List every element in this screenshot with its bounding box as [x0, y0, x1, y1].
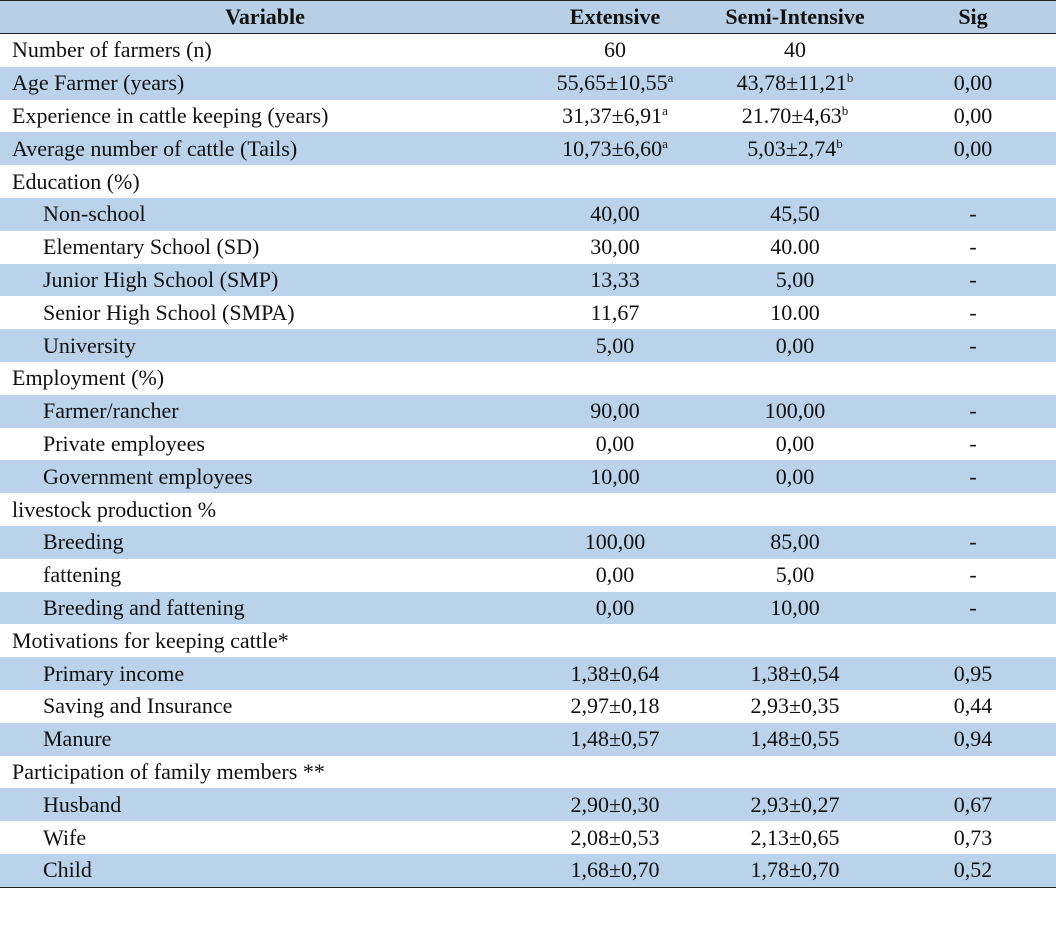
table-row: [0, 165, 1056, 198]
table-row: [0, 690, 1056, 723]
extensive-cell: [530, 592, 700, 625]
value-text: 0,00: [595, 430, 635, 456]
semi-intensive-cell: [700, 559, 890, 592]
table-header-row: [0, 1, 1056, 34]
value-text: 2,97±0,18: [570, 693, 660, 719]
variable-cell: livestock production %: [0, 493, 530, 526]
semi-intensive-cell: [700, 493, 890, 526]
value-text: 0,00: [595, 562, 635, 588]
extensive-cell: [530, 624, 700, 657]
variable-cell: Employment (%): [0, 362, 530, 395]
sig-cell: 0,00: [890, 67, 1056, 100]
significance-superscript: a: [662, 102, 668, 118]
table-row: [0, 788, 1056, 821]
value-text: 40.00: [770, 234, 820, 260]
extensive-cell: [530, 690, 700, 723]
sig-cell: 0,94: [890, 723, 1056, 756]
variable-cell: Wife: [0, 821, 530, 854]
value-text: 1,48±0,55: [750, 726, 840, 752]
table-row: [0, 362, 1056, 395]
table-row: [0, 329, 1056, 362]
variable-cell: Participation of family members **: [0, 756, 530, 789]
extensive-cell: [530, 788, 700, 821]
variable-cell: University: [0, 329, 530, 362]
value-text: 11,67: [590, 299, 640, 325]
semi-intensive-cell: [700, 690, 890, 723]
sig-cell: [890, 34, 1056, 67]
variable-cell: Child: [0, 854, 530, 887]
value-text: 1,78±0,70: [750, 857, 840, 883]
extensive-cell: [530, 296, 700, 329]
table-row: [0, 723, 1056, 756]
semi-intensive-cell: [700, 657, 890, 690]
header-variable: Variable: [0, 1, 530, 34]
extensive-cell: [530, 329, 700, 362]
variable-cell: Motivations for keeping cattle*: [0, 624, 530, 657]
semi-intensive-cell: [700, 34, 890, 67]
value-text: 90,00: [590, 398, 640, 424]
table-row: [0, 460, 1056, 493]
semi-intensive-cell: [700, 100, 890, 133]
variable-cell: Average number of cattle (Tails): [0, 132, 530, 165]
sig-cell: -: [890, 395, 1056, 428]
value-text: 5,03±2,74: [747, 135, 837, 161]
variable-cell: Age Farmer (years): [0, 67, 530, 100]
header-semi-intensive: Semi-Intensive: [700, 1, 890, 34]
semi-intensive-cell: [700, 723, 890, 756]
value-text: 10.00: [770, 299, 820, 325]
semi-intensive-cell: [700, 198, 890, 231]
value-text: 5,00: [775, 562, 815, 588]
extensive-cell: [530, 34, 700, 67]
value-text: 2,08±0,53: [570, 824, 660, 850]
extensive-cell: [530, 132, 700, 165]
sig-cell: -: [890, 198, 1056, 231]
table-row: [0, 592, 1056, 625]
sig-cell: 0,00: [890, 100, 1056, 133]
table-row: [0, 526, 1056, 559]
extensive-cell: [530, 67, 700, 100]
semi-intensive-cell: [700, 329, 890, 362]
value-text: 55,65±10,55: [556, 70, 668, 96]
extensive-cell: [530, 198, 700, 231]
significance-superscript: b: [846, 70, 854, 86]
semi-intensive-cell: [700, 67, 890, 100]
sig-cell: -: [890, 231, 1056, 264]
value-text: 1,68±0,70: [570, 857, 660, 883]
extensive-cell: [530, 231, 700, 264]
sig-cell: 0,67: [890, 788, 1056, 821]
value-text: 1,48±0,57: [570, 726, 660, 752]
variable-cell: Primary income: [0, 657, 530, 690]
variable-cell: Manure: [0, 723, 530, 756]
value-text: 21.70±4,63: [741, 102, 842, 128]
extensive-cell: [530, 723, 700, 756]
semi-intensive-cell: [700, 132, 890, 165]
value-text: 2,93±0,35: [750, 693, 840, 719]
variable-cell: Farmer/rancher: [0, 395, 530, 428]
variable-cell: Elementary School (SD): [0, 231, 530, 264]
semi-intensive-cell: [700, 460, 890, 493]
semi-intensive-cell: [700, 821, 890, 854]
value-text: 40: [784, 37, 806, 63]
table-row: [0, 296, 1056, 329]
sig-cell: -: [890, 559, 1056, 592]
semi-intensive-cell: [700, 264, 890, 297]
table-row: [0, 559, 1056, 592]
semi-intensive-cell: [700, 165, 890, 198]
extensive-cell: [530, 821, 700, 854]
value-text: 2,93±0,27: [750, 791, 840, 817]
extensive-cell: [530, 559, 700, 592]
semi-intensive-cell: [700, 526, 890, 559]
sig-cell: -: [890, 460, 1056, 493]
table-row: [0, 395, 1056, 428]
sig-cell: 0,00: [890, 132, 1056, 165]
table-row: [0, 231, 1056, 264]
sig-cell: 0,52: [890, 854, 1056, 887]
significance-superscript: a: [667, 70, 674, 86]
value-text: 40,00: [590, 201, 640, 227]
value-text: 2,13±0,65: [750, 824, 840, 850]
sig-cell: 0,95: [890, 657, 1056, 690]
variable-cell: Senior High School (SMPA): [0, 296, 530, 329]
value-text: 31,37±6,91: [562, 102, 663, 128]
sig-cell: [890, 362, 1056, 395]
table-row: [0, 854, 1056, 887]
value-text: 10,00: [770, 594, 820, 620]
value-text: 10,73±6,60: [562, 135, 663, 161]
semi-intensive-cell: [700, 395, 890, 428]
value-text: 85,00: [770, 529, 820, 555]
variable-cell: fattening: [0, 559, 530, 592]
header-extensive: Extensive: [530, 1, 700, 34]
extensive-cell: [530, 756, 700, 789]
value-text: 0,00: [775, 430, 815, 456]
sig-cell: -: [890, 264, 1056, 297]
value-text: 1,38±0,64: [570, 660, 660, 686]
extensive-cell: [530, 264, 700, 297]
extensive-cell: [530, 428, 700, 461]
value-text: 13,33: [590, 266, 640, 292]
value-text: 0,00: [775, 332, 815, 358]
value-text: 100,00: [584, 529, 646, 555]
header-sig: Sig: [890, 1, 1056, 34]
table-row: [0, 264, 1056, 297]
semi-intensive-cell: [700, 624, 890, 657]
extensive-cell: [530, 526, 700, 559]
variable-cell: Saving and Insurance: [0, 690, 530, 723]
value-text: 2,90±0,30: [570, 791, 660, 817]
variable-cell: Education (%): [0, 165, 530, 198]
value-text: 10,00: [590, 463, 640, 489]
extensive-cell: [530, 493, 700, 526]
variable-cell: Breeding: [0, 526, 530, 559]
extensive-cell: [530, 100, 700, 133]
sig-cell: 0,44: [890, 690, 1056, 723]
value-text: 100,00: [764, 398, 826, 424]
value-text: 0,00: [595, 594, 635, 620]
sig-cell: [890, 165, 1056, 198]
sig-cell: [890, 756, 1056, 789]
value-text: 43,78±11,21: [736, 70, 847, 96]
table-row: [0, 493, 1056, 526]
extensive-cell: [530, 460, 700, 493]
semi-intensive-cell: [700, 592, 890, 625]
sig-cell: [890, 493, 1056, 526]
extensive-cell: [530, 657, 700, 690]
table-row: [0, 821, 1056, 854]
value-text: 30,00: [590, 234, 640, 260]
value-text: 60: [604, 37, 626, 63]
sig-cell: [890, 624, 1056, 657]
semi-intensive-cell: [700, 428, 890, 461]
extensive-cell: [530, 854, 700, 887]
table-row: [0, 624, 1056, 657]
semi-intensive-cell: [700, 362, 890, 395]
sig-cell: -: [890, 526, 1056, 559]
variable-cell: Husband: [0, 788, 530, 821]
semi-intensive-cell: [700, 231, 890, 264]
semi-intensive-cell: [700, 756, 890, 789]
variable-cell: Non-school: [0, 198, 530, 231]
table-body: [0, 34, 1056, 888]
semi-intensive-cell: [700, 296, 890, 329]
significance-superscript: b: [841, 102, 849, 118]
table-row: [0, 34, 1056, 67]
table-row: [0, 428, 1056, 461]
table-row: [0, 132, 1056, 165]
sig-cell: -: [890, 592, 1056, 625]
sig-cell: -: [890, 428, 1056, 461]
semi-intensive-cell: [700, 854, 890, 887]
sig-cell: 0,73: [890, 821, 1056, 854]
value-text: 1,38±0,54: [750, 660, 840, 686]
significance-superscript: b: [836, 135, 843, 151]
table-row: [0, 100, 1056, 133]
value-text: 5,00: [595, 332, 635, 358]
semi-intensive-cell: [700, 788, 890, 821]
significance-superscript: a: [662, 135, 668, 151]
sig-cell: -: [890, 296, 1056, 329]
variable-cell: Junior High School (SMP): [0, 264, 530, 297]
variable-cell: Number of farmers (n): [0, 34, 530, 67]
table-row: [0, 198, 1056, 231]
variable-cell: Government employees: [0, 460, 530, 493]
extensive-cell: [530, 165, 700, 198]
sig-cell: -: [890, 329, 1056, 362]
variable-cell: Private employees: [0, 428, 530, 461]
extensive-cell: [530, 395, 700, 428]
value-text: 5,00: [775, 266, 815, 292]
variable-cell: Experience in cattle keeping (years): [0, 100, 530, 133]
variable-cell: Breeding and fattening: [0, 592, 530, 625]
table-row: [0, 67, 1056, 100]
extensive-cell: [530, 362, 700, 395]
value-text: 0,00: [775, 463, 815, 489]
table-row: [0, 756, 1056, 789]
value-text: 45,50: [770, 201, 820, 227]
table-row: [0, 657, 1056, 690]
